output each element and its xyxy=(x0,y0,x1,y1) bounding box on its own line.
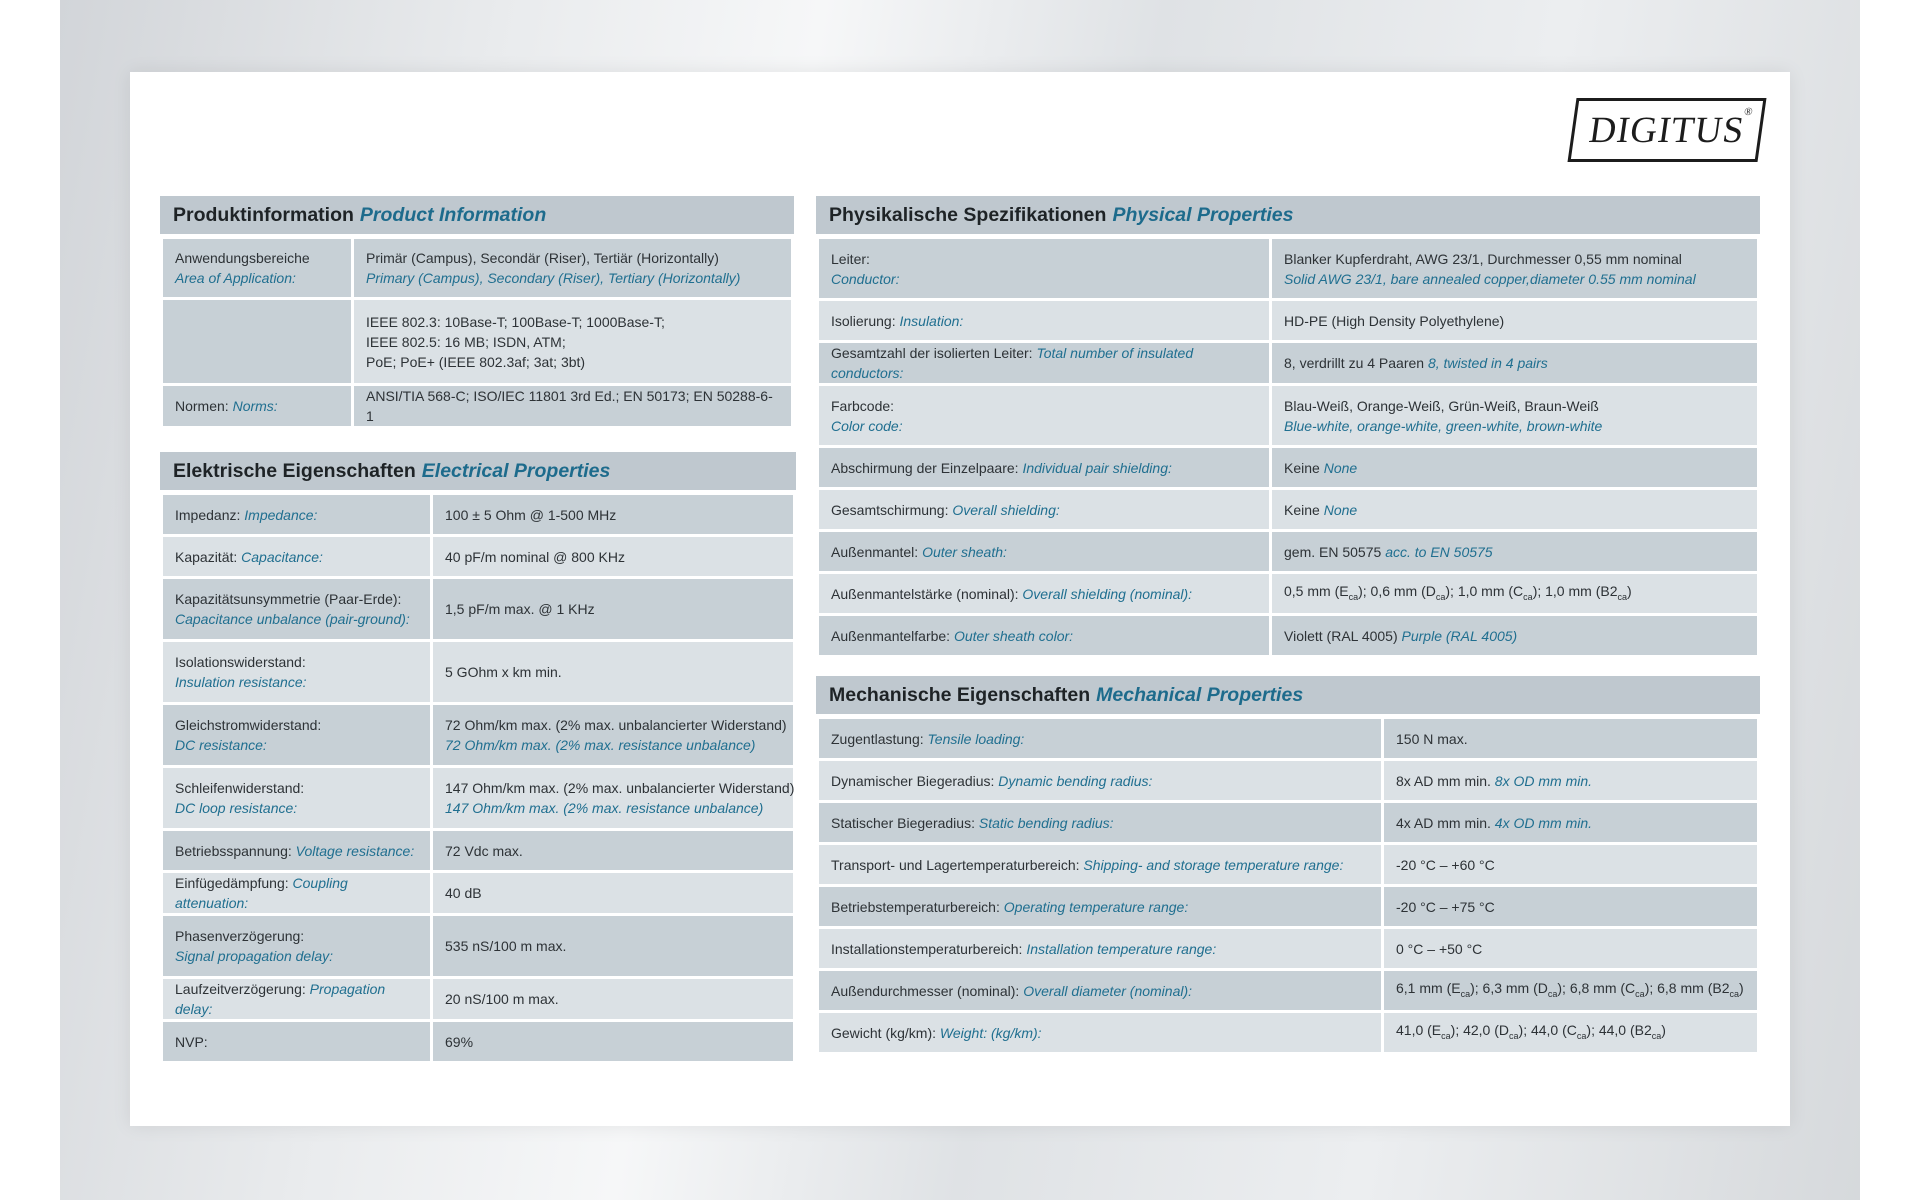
table-row xyxy=(818,1012,1759,1054)
row-label: Außenmantel: Outer sheath: xyxy=(818,531,1271,573)
value-de: -20 °C – +60 °C xyxy=(1396,856,1495,873)
value-de: 72 Ohm/km max. (2% max. unbalancierter Widerstand) xyxy=(445,717,787,733)
row-value xyxy=(1271,238,1759,300)
row-label: Normen: Norms: xyxy=(162,385,353,428)
row-label: Anwendungsbereiche Area of Application: xyxy=(162,238,353,299)
value-de: Blau-Weiß, Orange-Weiß, Grün-Weiß, Braun-Weiß xyxy=(1284,397,1599,414)
row-value xyxy=(432,578,795,641)
table-row xyxy=(162,238,793,299)
row-label: Abschirmung der Einzelpaare: Individual pair shielding: xyxy=(818,447,1271,489)
value-en: Purple (RAL 4005) xyxy=(1401,627,1518,644)
electrical-table xyxy=(160,492,796,1064)
row-value xyxy=(1271,531,1759,573)
row-label: Impedanz: Impedance: xyxy=(162,494,432,536)
table-row xyxy=(818,385,1759,447)
table-row xyxy=(818,928,1759,970)
product-info-section xyxy=(160,196,794,429)
value-de: 5 GOhm x km min. xyxy=(445,664,562,680)
value-de: 8, verdrillt zu 4 Paaren xyxy=(1284,355,1425,371)
value-de: 6,1 mm $(E_{ca})$; 6,3 mm $(D_{ca})$; 6,8 mm $(C_{ca})$; 6,8 mm $(B2_{ca})$ xyxy=(1396,979,1744,999)
row-label: Kapazitätsunsymmetrie (Paar-Erde): Capacitance unbalance (pair-ground): xyxy=(162,578,432,641)
row-value: ANSI/TIA 568-C; ISO/IEC 11801 3rd Ed.; EN 50173; EN 50288-6-1 xyxy=(353,385,793,428)
row-value: Primär (Campus), Secondär (Riser), Tertiär (Horizontally) Primary (Campus), Secondary (Riser), Tertiary (Horizontally) xyxy=(353,238,793,299)
row-label: Statischer Biegeradius: Static bending radius: xyxy=(818,802,1383,844)
section-title-en: Mechanical Properties xyxy=(1096,683,1304,706)
table-row xyxy=(818,718,1759,760)
row-value xyxy=(432,872,795,915)
value-de: 40 pF/m nominal @ 800 KHz xyxy=(445,548,625,565)
row-label: Gleichstromwiderstand: DC resistance: xyxy=(162,704,432,767)
row-label: Laufzeitverzögerung: Propagation delay: xyxy=(162,978,432,1021)
row-label: Schleifenwiderstand: DC loop resistance: xyxy=(162,767,432,830)
value-de: Blanker Kupferdraht, AWG 23/1, Durchmesser 0,55 mm nominal xyxy=(1284,250,1682,267)
table-row xyxy=(162,872,795,915)
value-de: 1,5 pF/m max. @ 1 KHz xyxy=(445,601,595,617)
value-de: 72 Vdc max. xyxy=(445,842,523,859)
table-row xyxy=(162,704,795,767)
table-row xyxy=(818,238,1759,300)
row-label: Phasenverzögerung: Signal propagation delay: xyxy=(162,915,432,978)
row-label: Außenmantelstärke (nominal): Overall shielding (nominal): xyxy=(818,573,1271,615)
row-label: Einfügedämpfung: Coupling attenuation: xyxy=(162,872,432,915)
row-value xyxy=(432,494,795,536)
table-row xyxy=(818,970,1759,1012)
table-row xyxy=(818,844,1759,886)
mechanical-section xyxy=(816,676,1760,1055)
row-value xyxy=(1271,489,1759,531)
logo-text: DIGITUS xyxy=(1586,109,1748,151)
row-value xyxy=(1383,844,1759,886)
table-row xyxy=(162,830,795,872)
row-value xyxy=(1383,802,1759,844)
table-row xyxy=(162,641,795,704)
value-de: 41,0 $(E_{ca})$; 42,0 $(D_{ca})$; 44,0 $(C_{ca})$; 44,0 $(B2_{ca})$ xyxy=(1396,1021,1666,1041)
row-value xyxy=(432,1021,795,1063)
row-value xyxy=(432,704,795,767)
table-row xyxy=(818,342,1759,385)
value-en: acc. to EN 50575 xyxy=(1385,543,1493,560)
product-info-header xyxy=(160,196,794,236)
section-title-en: Physical Properties xyxy=(1112,203,1294,226)
value-de: Violett (RAL 4005) xyxy=(1284,627,1398,644)
row-label: Betriebsspannung: Voltage resistance: xyxy=(162,830,432,872)
value-en: None xyxy=(1323,459,1358,476)
physical-section xyxy=(816,196,1760,658)
mechanical-table xyxy=(816,716,1760,1055)
value-en: Solid AWG 23/1, bare annealed copper,diameter 0.55 mm nominal xyxy=(1284,270,1696,287)
row-value xyxy=(432,915,795,978)
table-row xyxy=(162,915,795,978)
digitus-logo xyxy=(1568,98,1767,162)
row-label: Farbcode: Color code: xyxy=(818,385,1271,447)
row-label: NVP: xyxy=(162,1021,432,1063)
electrical-header xyxy=(160,452,796,492)
row-value xyxy=(1271,300,1759,342)
table-row xyxy=(818,886,1759,928)
row-value xyxy=(1383,1012,1759,1054)
value-de: 147 Ohm/km max. (2% max. unbalancierter Widerstand) xyxy=(445,780,795,796)
section-title-de: Mechanische Eigenschaften xyxy=(829,683,1091,706)
row-value xyxy=(1383,886,1759,928)
row-value xyxy=(432,536,795,578)
physical-header xyxy=(816,196,1760,236)
row-value xyxy=(1383,718,1759,760)
mechanical-header xyxy=(816,676,1760,716)
table-row xyxy=(162,536,795,578)
row-value: IEEE 802.3: 10Base-T; 100Base-T; 1000Base-T; IEEE 802.5: 16 MB; ISDN, ATM; PoE; PoE+ (IEEE 802.3af; 3at; 3bt) xyxy=(353,299,793,385)
table-row xyxy=(162,299,793,385)
value-en: 72 Ohm/km max. (2% max. resistance unbalance) xyxy=(445,737,756,753)
value-de: 40 dB xyxy=(445,885,482,901)
row-label: Gesamtzahl der isolierten Leiter: Total number of insulated conductors: xyxy=(818,342,1271,385)
value-en: Blue-white, orange-white, green-white, brown-white xyxy=(1284,417,1603,434)
row-label: Dynamischer Biegeradius: Dynamic bending radius: xyxy=(818,760,1383,802)
row-label: Außendurchmesser (nominal): Overall diameter (nominal): xyxy=(818,970,1383,1012)
row-value xyxy=(1271,573,1759,615)
row-label: Gewicht (kg/km): Weight: (kg/km): xyxy=(818,1012,1383,1054)
value-de: 535 nS/100 m max. xyxy=(445,938,567,954)
value-de: Keine xyxy=(1284,459,1320,476)
row-value xyxy=(1383,760,1759,802)
row-label: Isolationswiderstand: Insulation resistance: xyxy=(162,641,432,704)
value-de: 4x AD mm min. xyxy=(1396,814,1491,831)
value-en: 4x OD mm min. xyxy=(1494,814,1593,831)
row-label: Außenmantelfarbe: Outer sheath color: xyxy=(818,615,1271,657)
row-value xyxy=(1271,342,1759,385)
value-de: Keine xyxy=(1284,501,1320,518)
value-de: gem. EN 50575 xyxy=(1284,543,1382,560)
table-row xyxy=(818,447,1759,489)
table-row xyxy=(818,489,1759,531)
row-value xyxy=(1271,447,1759,489)
table-row xyxy=(818,573,1759,615)
section-title-en: Product Information xyxy=(359,203,547,226)
table-row xyxy=(162,494,795,536)
product-info-table xyxy=(160,236,794,429)
table-row xyxy=(162,978,795,1021)
value-de: HD-PE (High Density Polyethylene) xyxy=(1284,312,1505,329)
section-title-de: Elektrische Eigenschaften xyxy=(173,459,416,482)
table-row xyxy=(818,802,1759,844)
electrical-section xyxy=(160,452,796,1064)
row-value xyxy=(432,641,795,704)
row-label: Leiter: Conductor: xyxy=(818,238,1271,300)
table-row xyxy=(818,531,1759,573)
table-row xyxy=(162,578,795,641)
row-label: Kapazität: Capacitance: xyxy=(162,536,432,578)
value-de: 20 nS/100 m max. xyxy=(445,991,559,1007)
row-value xyxy=(1383,928,1759,970)
row-label: Transport- und Lagertemperaturbereich: Shipping- and storage temperature range: xyxy=(818,844,1383,886)
table-row xyxy=(818,300,1759,342)
table-row xyxy=(818,615,1759,657)
row-label: Isolierung: Insulation: xyxy=(818,300,1271,342)
registered-mark: ® xyxy=(1743,106,1755,118)
physical-table xyxy=(816,236,1760,658)
datasheet-page xyxy=(130,72,1790,1126)
table-row xyxy=(162,1021,795,1063)
value-de: 100 ± 5 Ohm @ 1-500 MHz xyxy=(445,506,617,523)
row-value xyxy=(1383,970,1759,1012)
row-label xyxy=(162,299,353,385)
row-value xyxy=(432,830,795,872)
value-en: 147 Ohm/km max. (2% max. resistance unbalance) xyxy=(445,800,764,816)
table-row xyxy=(162,385,793,428)
row-label: Betriebstemperaturbereich: Operating temperature range: xyxy=(818,886,1383,928)
value-de: 69% xyxy=(445,1033,474,1050)
value-de: 0 °C – +50 °C xyxy=(1396,940,1483,957)
value-de: 8x AD mm min. xyxy=(1396,772,1491,789)
value-de: 150 N max. xyxy=(1396,730,1468,747)
value-en: 8x OD mm min. xyxy=(1494,772,1593,789)
section-title-de: Produktinformation xyxy=(173,203,354,226)
section-title-en: Electrical Properties xyxy=(421,459,611,482)
row-value xyxy=(432,978,795,1021)
table-row xyxy=(818,760,1759,802)
value-en: None xyxy=(1323,501,1358,518)
row-label: Installationstemperaturbereich: Installation temperature range: xyxy=(818,928,1383,970)
value-de: 0,5 mm $(E_{ca})$; 0,6 mm $(D_{ca})$; 1,0 mm $(C_{ca})$; 1,0 mm $(B2_{ca})$ xyxy=(1284,582,1632,602)
row-label: Zugentlastung: Tensile loading: xyxy=(818,718,1383,760)
table-row xyxy=(162,767,795,830)
row-value xyxy=(1271,615,1759,657)
value-en: 8, twisted in 4 pairs xyxy=(1427,355,1548,371)
value-de: -20 °C – +75 °C xyxy=(1396,898,1495,915)
row-label: Gesamtschirmung: Overall shielding: xyxy=(818,489,1271,531)
section-title-de: Physikalische Spezifikationen xyxy=(829,203,1107,226)
row-value xyxy=(1271,385,1759,447)
row-value xyxy=(432,767,795,830)
